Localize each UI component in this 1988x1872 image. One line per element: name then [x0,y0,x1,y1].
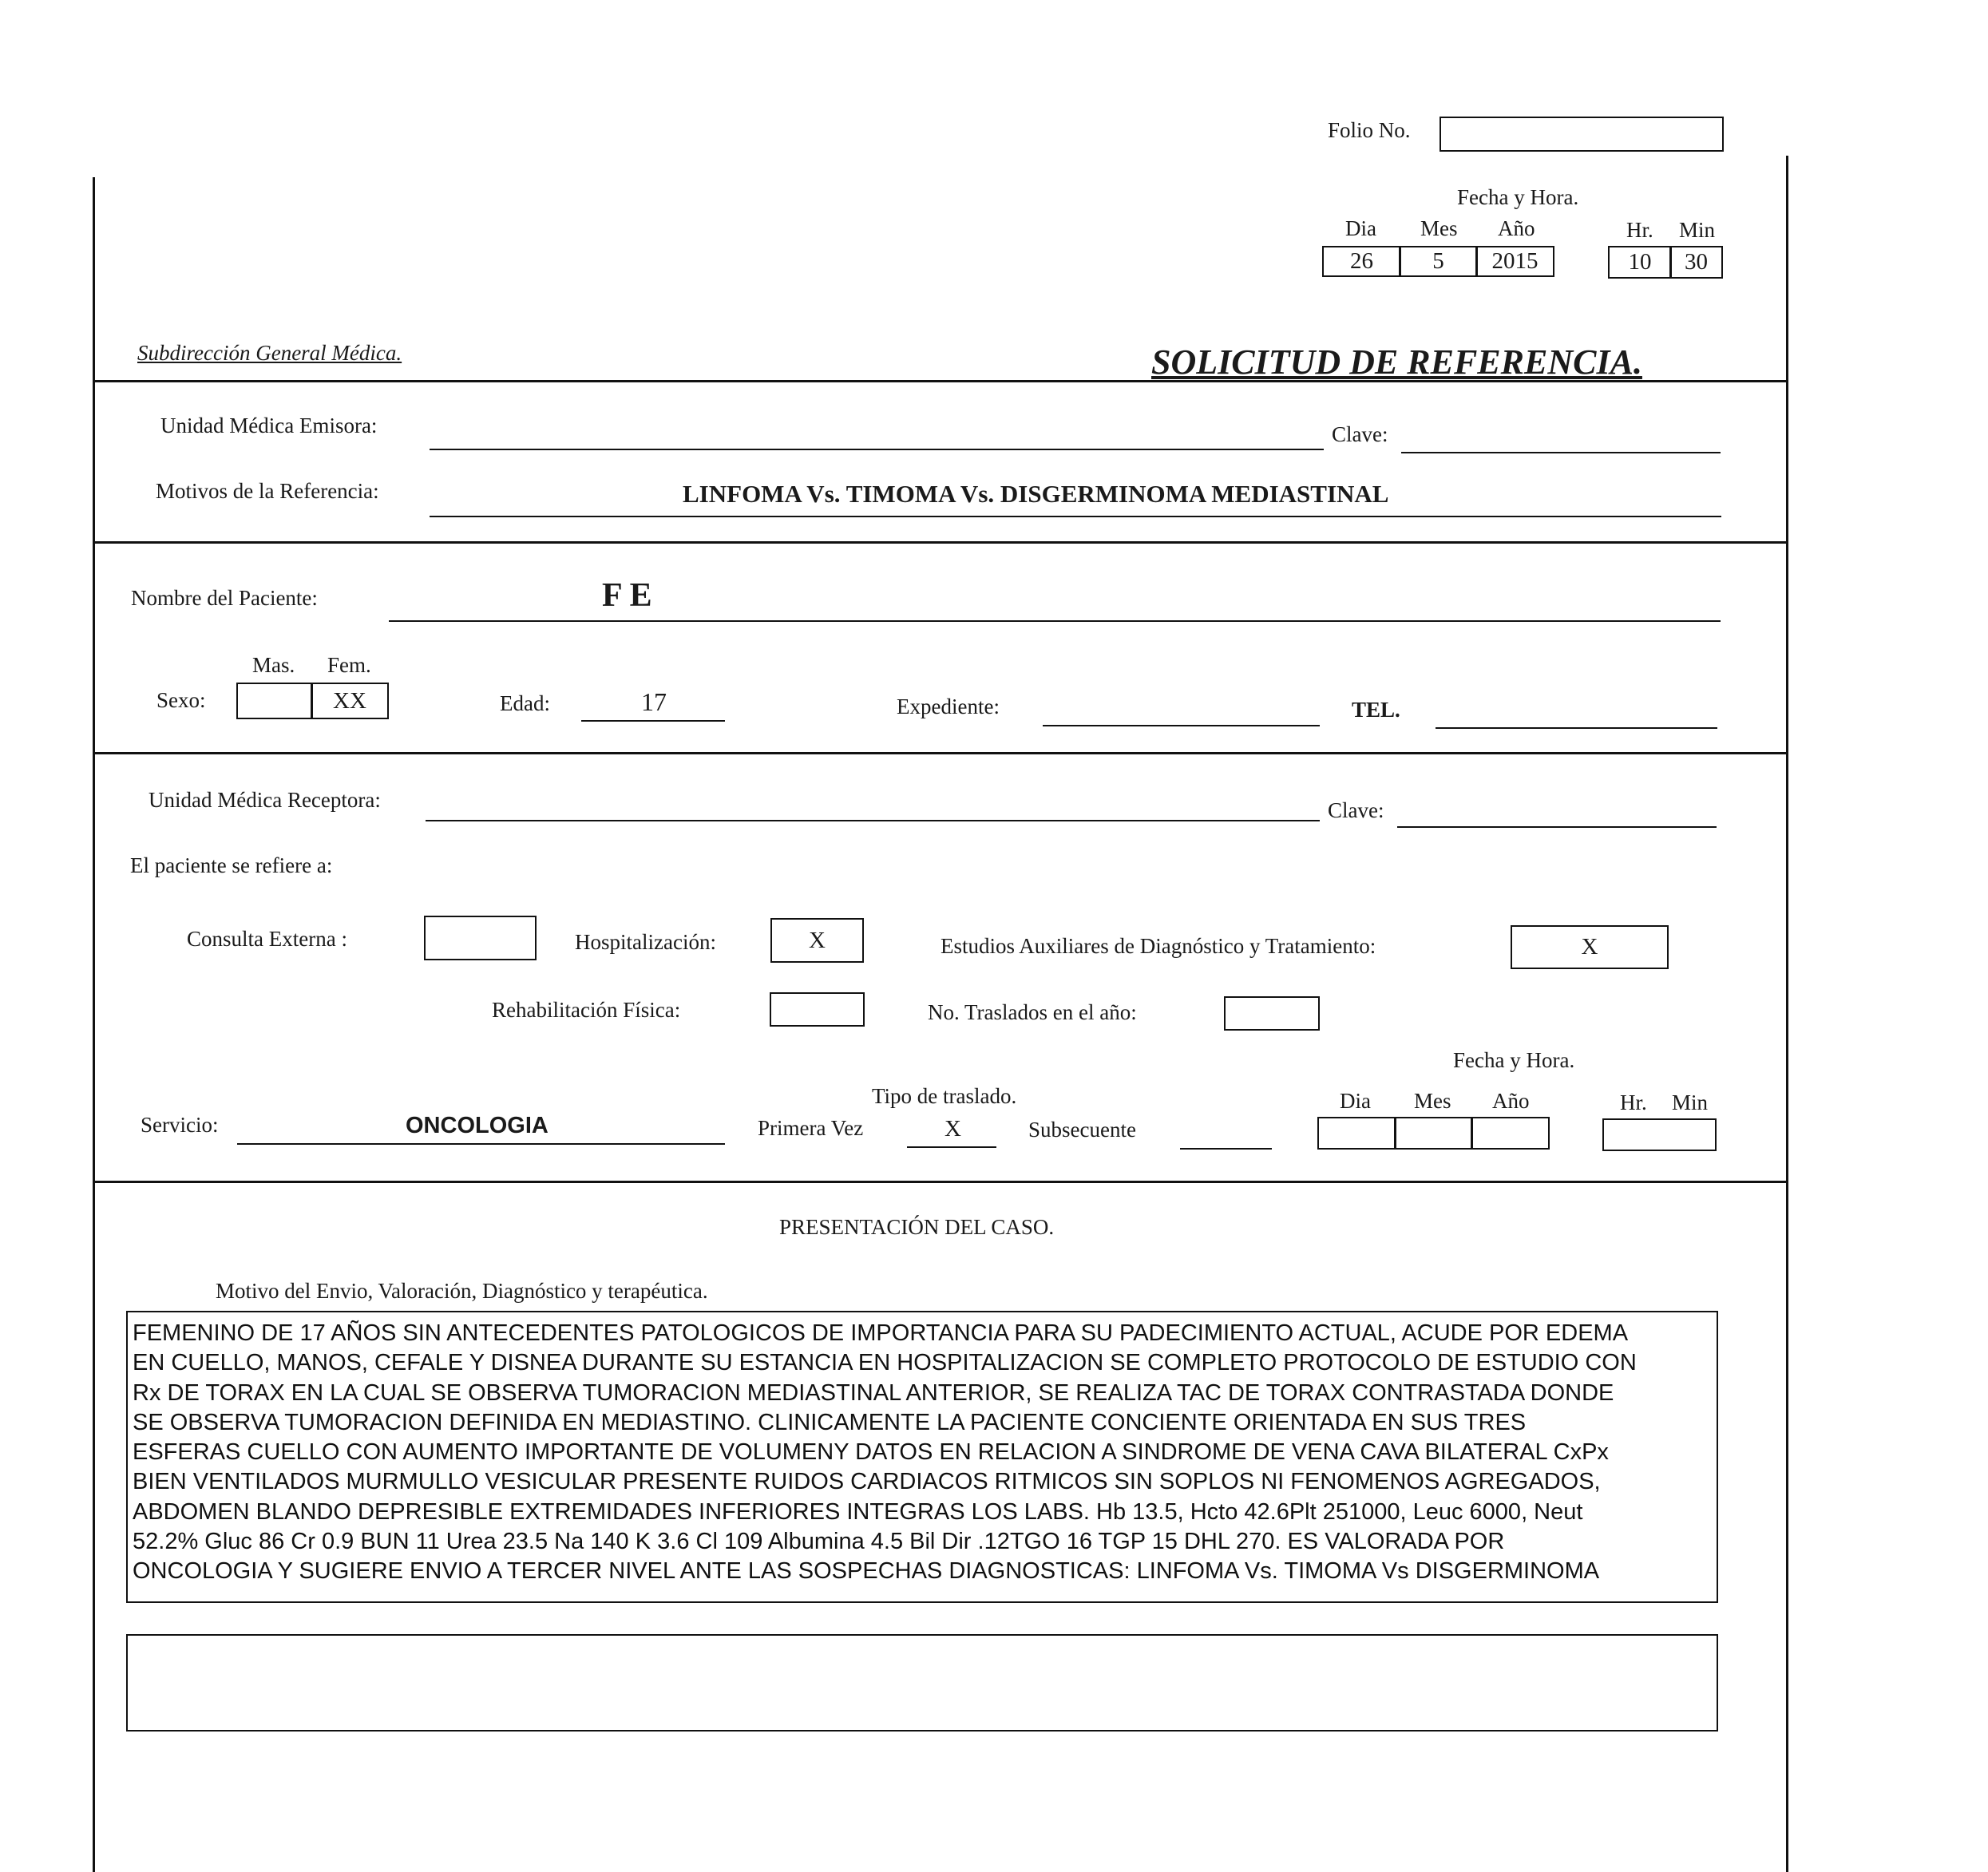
receptora-hr-label: Hr. [1620,1090,1647,1114]
caso-title: PRESENTACIÓN DEL CASO. [779,1215,1055,1239]
receptora-hora-field[interactable] [1602,1118,1717,1151]
tel-label: TEL. [1352,698,1400,722]
edad-field[interactable] [581,720,725,722]
header-mes-value: 5 [1432,248,1444,274]
servicio-field[interactable] [237,1143,725,1145]
secondary-text-box[interactable] [126,1634,1718,1732]
nombre-paciente-value: F E [602,577,652,614]
motivos-referencia-field[interactable] [430,516,1721,517]
case-text-line: ONCOLOGIA Y SUGIERE ENVIO A TERCER NIVEL ANTE LAS SOSPECHAS DIAGNOSTICAS: LINFOMA Vs. TIMOMA Vs DISGERMINOMA [133,1558,1600,1585]
primera-vez-value: X [944,1116,961,1142]
subsecuente-label: Subsecuente [1028,1118,1136,1142]
folio-field[interactable] [1440,117,1724,152]
section-divider-2 [93,541,1788,544]
nombre-paciente-field[interactable] [389,620,1721,622]
header-anio-label: Año [1498,216,1535,240]
folio-label: Folio No. [1328,118,1411,142]
unidad-emisora-label: Unidad Médica Emisora: [160,414,378,437]
section-divider-4 [93,1181,1788,1183]
edad-label: Edad: [500,691,550,715]
header-anio-value: 2015 [1491,248,1539,274]
header-min-value: 30 [1685,249,1708,275]
case-text-line: SE OBSERVA TUMORACION DEFINIDA EN MEDIASTINO. CLINICAMENTE LA PACIENTE CONCIENTE ORIENTADA EN SUS TRES [133,1409,1527,1435]
case-text-line: BIEN VENTILADOS MURMULLO VESICULAR PRESENTE RUIDOS CARDIACOS RITMICOS SIN SOPLOS NI FENOMENOS AGREGADOS, [133,1469,1601,1495]
sexo-mas-label: Mas. [252,653,295,677]
nombre-paciente-label: Nombre del Paciente: [131,586,318,610]
unidad-receptora-field[interactable] [426,820,1320,821]
hospitalizacion-label: Hospitalización: [575,930,716,954]
page-title: SOLICITUD DE REFERENCIA. [1151,342,1642,382]
case-text-line: ABDOMEN BLANDO DEPRESIBLE EXTREMIDADES INFERIORES INTEGRAS LOS LABS. Hb 13.5, Hcto 42.6Plt 251000, Leuc 6000, Neut [133,1498,1583,1525]
expediente-field[interactable] [1043,725,1320,726]
rehabilitacion-label: Rehabilitación Física: [492,998,681,1022]
header-hr-field[interactable] [1608,246,1672,279]
header-fecha-hora-label: Fecha y Hora. [1457,185,1579,209]
traslados-label: No. Traslados en el año: [928,1000,1137,1024]
sexo-fem-value: XX [333,687,366,714]
primera-vez-label: Primera Vez [758,1116,864,1140]
edad-value: 17 [641,687,667,716]
case-text-line: 52.2% Gluc 86 Cr 0.9 BUN 11 Urea 23.5 Na 140 K 3.6 Cl 109 Albumina 4.5 Bil Dir .12TGO 16 TGP 15 DHL 270. ES VALORADA POR [133,1529,1505,1555]
header-mes-field[interactable] [1399,246,1478,277]
header-hr-value: 10 [1628,249,1652,275]
sexo-label: Sexo: [156,688,206,712]
servicio-label: Servicio: [141,1113,219,1137]
sexo-fem-label: Fem. [327,653,371,677]
clave-emisora-field[interactable] [1401,452,1721,453]
clave-receptora-field[interactable] [1397,826,1717,828]
section-divider-3 [93,752,1788,754]
header-min-field[interactable] [1669,246,1723,279]
sexo-fem-checkbox[interactable] [311,683,389,719]
case-text-box[interactable] [126,1311,1718,1603]
case-text-line: Rx DE TORAX EN LA CUAL SE OBSERVA TUMORACION MEDIASTINAL ANTERIOR, SE REALIZA TAC DE TORAX CONTRASTADA DONDE [133,1379,1614,1406]
tel-field[interactable] [1436,727,1717,729]
consulta-externa-label: Consulta Externa : [187,927,347,951]
traslados-field[interactable] [1224,996,1320,1031]
subsecuente-field[interactable] [1180,1148,1272,1150]
receptora-min-label: Min [1672,1090,1709,1114]
receptora-dia-field[interactable] [1317,1117,1396,1150]
hospitalizacion-value: X [809,927,826,953]
receptora-fecha-hora-label: Fecha y Hora. [1453,1048,1575,1072]
header-dia-label: Dia [1345,216,1376,240]
header-anio-field[interactable] [1475,246,1554,277]
sexo-mas-checkbox[interactable] [236,683,313,719]
clave-emisora-label: Clave: [1332,422,1388,446]
clave-receptora-label: Clave: [1328,798,1384,822]
subdireccion-label: Subdirección General Médica. [137,341,402,365]
receptora-anio-field[interactable] [1471,1117,1550,1150]
receptora-mes-field[interactable] [1394,1117,1473,1150]
tipo-traslado-label: Tipo de traslado. [872,1084,1017,1108]
hospitalizacion-checkbox[interactable] [770,918,864,963]
motivo-envio-label: Motivo del Envio, Valoración, Diagnóstico y terapéutica. [216,1279,708,1303]
case-text-line: EN CUELLO, MANOS, CEFALE Y DISNEA DURANTE SU ESTANCIA EN HOSPITALIZACION SE COMPLETO PROTOCOLO DE ESTUDIO CON [133,1350,1637,1376]
form-left-border [93,177,95,1872]
case-text-line: ESFERAS CUELLO CON AUMENTO IMPORTANTE DE VOLUMENY DATOS EN RELACION A SINDROME DE VENA CAVA BILATERAL CxPx [133,1439,1609,1466]
form-right-border [1786,156,1788,1872]
motivos-referencia-value: LINFOMA Vs. TIMOMA Vs. DISGERMINOMA MEDIASTINAL [683,480,1389,508]
unidad-emisora-field[interactable] [430,449,1324,450]
header-min-label: Min [1679,218,1716,242]
estudios-auxiliares-checkbox[interactable] [1511,925,1669,969]
case-text [133,1319,1717,1587]
consulta-externa-checkbox[interactable] [424,916,537,960]
receptora-mes-label: Mes [1414,1089,1451,1113]
receptora-dia-label: Dia [1340,1089,1371,1113]
estudios-auxiliares-label: Estudios Auxiliares de Diagnóstico y Tratamiento: [941,934,1376,958]
header-mes-label: Mes [1420,216,1458,240]
header-dia-value: 26 [1350,248,1373,274]
motivos-referencia-label: Motivos de la Referencia: [156,479,379,503]
unidad-receptora-label: Unidad Médica Receptora: [149,788,381,812]
receptora-anio-label: Año [1492,1089,1530,1113]
servicio-value: ONCOLOGIA [406,1113,548,1138]
header-dia-field[interactable] [1322,246,1401,277]
estudios-auxiliares-value: X [1581,934,1598,960]
primera-vez-field[interactable] [907,1146,996,1148]
header-hr-label: Hr. [1626,218,1653,242]
refiere-label: El paciente se refiere a: [130,853,333,877]
expediente-label: Expediente: [897,695,1000,718]
rehabilitacion-checkbox[interactable] [770,992,865,1027]
case-text-line: FEMENINO DE 17 AÑOS SIN ANTECEDENTES PATOLOGICOS DE IMPORTANCIA PARA SU PADECIMIENTO ACTUAL, ACUDE POR EDEMA [133,1320,1629,1346]
